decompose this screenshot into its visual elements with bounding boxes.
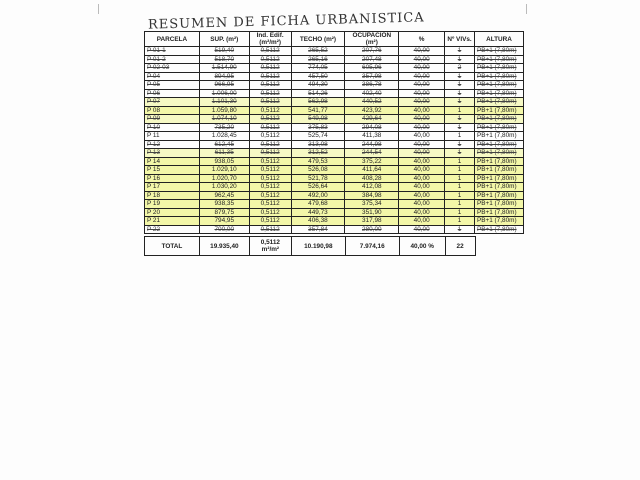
cell-altura: PB+1 (7,80m)	[474, 166, 523, 175]
cell-ind: 0,5112	[249, 149, 291, 158]
cell-altura: PB+1 (7,80m)	[474, 123, 523, 132]
cell-pct: 40,00	[399, 106, 445, 115]
cell-parcela: P 14	[145, 157, 200, 166]
cell-pct: 40,00	[399, 140, 445, 149]
cell-techo: 406,38	[291, 217, 345, 226]
cell-ind: 0,5112	[249, 174, 291, 183]
cell-ind: 0,5112	[249, 123, 291, 132]
cell-sup: 1.514,90	[199, 64, 249, 73]
col-header-viviendas: Nº VIVs.	[445, 32, 475, 47]
totals-empty	[475, 237, 524, 256]
cell-parcela: P 19	[145, 200, 200, 209]
totals-row	[145, 237, 525, 256]
table-row	[145, 64, 524, 73]
cell-ocup: 317,98	[345, 217, 399, 226]
cell-techo: 562,98	[291, 98, 345, 107]
cell-ocup: 207,76	[345, 47, 399, 56]
cell-altura: PB+1 (7,80m)	[474, 98, 523, 107]
cell-techo: 526,08	[291, 166, 345, 175]
cell-altura: PB+1 (7,80m)	[474, 157, 523, 166]
cell-altura: PB+1 (7,80m)	[474, 64, 523, 73]
cell-sup: 879,75	[199, 208, 249, 217]
cell-pct: 40,00	[399, 72, 445, 81]
cell-ind: 0,5112	[249, 72, 291, 81]
table-row	[145, 47, 524, 56]
cell-sup: 794,95	[199, 217, 249, 226]
table-row	[145, 183, 524, 192]
cell-pct: 40,00	[399, 208, 445, 217]
cell-sup: 1.030,20	[199, 183, 249, 192]
cell-parcela: P 10	[145, 123, 200, 132]
cell-viv: 1	[445, 140, 475, 149]
cell-pct: 40,00	[399, 89, 445, 98]
cell-viv: 1	[445, 149, 475, 158]
cell-viv: 1	[445, 208, 475, 217]
cell-ocup: 294,08	[345, 123, 399, 132]
cell-pct: 40,00	[399, 123, 445, 132]
cell-sup: 894,95	[199, 72, 249, 81]
cell-ind: 0,5112	[249, 81, 291, 90]
cell-techo: 265,16	[291, 55, 345, 64]
cell-sup: 1.006,00	[199, 89, 249, 98]
cell-techo: 265,52	[291, 47, 345, 56]
cell-ocup: 384,98	[345, 191, 399, 200]
cell-ocup: 440,52	[345, 98, 399, 107]
table-row	[145, 140, 524, 149]
cell-altura: PB+1 (7,80m)	[474, 191, 523, 200]
cell-sup: 519,40	[199, 47, 249, 56]
cell-techo: 312,52	[291, 149, 345, 158]
col-header-pct: %	[399, 32, 445, 47]
cell-viv: 1	[445, 89, 475, 98]
cell-pct: 40,00	[399, 98, 445, 107]
cell-viv: 1	[445, 47, 475, 56]
cell-ind: 0,5112	[249, 166, 291, 175]
cell-parcela: P 12	[145, 140, 200, 149]
cell-ocup: 280,00	[345, 225, 399, 234]
col-header-ind-edif: Ind. Edif. (m²/m²)	[249, 32, 291, 47]
cell-altura: PB+1 (7,80m)	[474, 81, 523, 90]
cell-altura: PB+1 (7,80m)	[474, 217, 523, 226]
cell-pct: 40,00	[399, 81, 445, 90]
cell-parcela: P 06	[145, 89, 200, 98]
cell-pct: 40,00	[399, 183, 445, 192]
cell-sup: 938,05	[199, 157, 249, 166]
cell-altura: PB+1 (7,80m)	[474, 174, 523, 183]
cell-altura: PB+1 (7,80m)	[474, 72, 523, 81]
cell-ind: 0,5112	[249, 200, 291, 209]
cell-altura: PB+1 (7,80m)	[474, 149, 523, 158]
table-row	[145, 72, 524, 81]
totals-ocupacion: 7.974,16	[345, 237, 399, 256]
cell-techo: 357,84	[291, 225, 345, 234]
table-header-row	[145, 32, 524, 47]
cell-pct: 40,00	[399, 115, 445, 124]
cell-altura: PB+1 (7,80m)	[474, 47, 523, 56]
totals-techo: 10.190,98	[291, 237, 345, 256]
cell-techo: 479,53	[291, 157, 345, 166]
cell-parcela: P 01-1	[145, 47, 200, 56]
cell-techo: 449,73	[291, 208, 345, 217]
cell-pct: 40,00	[399, 47, 445, 56]
totals-sup: 19.935,40	[199, 237, 249, 256]
cell-parcela: P 21	[145, 217, 200, 226]
cell-ocup: 412,08	[345, 183, 399, 192]
cell-altura: PB+1 (7,80m)	[474, 183, 523, 192]
cell-pct: 40,00	[399, 200, 445, 209]
cell-sup: 938,35	[199, 200, 249, 209]
cell-ocup: 244,54	[345, 149, 399, 158]
cell-ocup: 357,98	[345, 72, 399, 81]
cell-sup: 1.101,30	[199, 98, 249, 107]
cell-parcela: P 07	[145, 98, 200, 107]
cell-parcela: P 08	[145, 106, 200, 115]
totals-viviendas: 22	[445, 237, 475, 256]
table-row	[145, 98, 524, 107]
cell-viv: 1	[445, 225, 475, 234]
cell-ocup: 375,22	[345, 157, 399, 166]
table-row	[145, 55, 524, 64]
cell-viv: 1	[445, 123, 475, 132]
col-header-techo: TECHO (m²)	[291, 32, 345, 47]
totals-label: TOTAL	[145, 237, 200, 256]
cell-ind: 0,5112	[249, 64, 291, 73]
handwritten-title: RESUMEN DE FICHA URBANISTICA	[147, 10, 425, 33]
cell-sup: 1.020,70	[199, 174, 249, 183]
table-row	[145, 123, 524, 132]
cell-viv: 1	[445, 217, 475, 226]
cell-viv: 1	[445, 72, 475, 81]
cell-altura: PB+1 (7,80m)	[474, 115, 523, 124]
cell-techo: 492,00	[291, 191, 345, 200]
col-header-sup: SUP. (m²)	[199, 32, 249, 47]
cell-ind: 0,5112	[249, 217, 291, 226]
table-row	[145, 81, 524, 90]
cell-pct: 40,00	[399, 157, 445, 166]
cell-parcela: P 20	[145, 208, 200, 217]
cell-pct: 40,00	[399, 191, 445, 200]
cell-ind: 0,5112	[249, 140, 291, 149]
cell-ocup: 351,90	[345, 208, 399, 217]
cell-parcela: P 05	[145, 81, 200, 90]
cell-pct: 40,00	[399, 166, 445, 175]
cell-sup: 962,45	[199, 191, 249, 200]
cell-ocup: 244,98	[345, 140, 399, 149]
cell-viv: 1	[445, 166, 475, 175]
scan-mark-left	[98, 4, 99, 14]
table-row	[145, 106, 524, 115]
cell-parcela: P 01-2	[145, 55, 200, 64]
cell-techo: 549,08	[291, 115, 345, 124]
table-row	[145, 157, 524, 166]
cell-pct: 40,00	[399, 149, 445, 158]
cell-ocup: 411,64	[345, 166, 399, 175]
cell-sup: 518,70	[199, 55, 249, 64]
cell-techo: 514,26	[291, 89, 345, 98]
cell-techo: 525,74	[291, 132, 345, 141]
cell-ocup: 423,92	[345, 106, 399, 115]
cell-viv: 1	[445, 106, 475, 115]
cell-sup: 1.028,45	[199, 132, 249, 141]
totals-pct: 40,00 %	[399, 237, 445, 256]
cell-sup: 735,20	[199, 123, 249, 132]
cell-sup: 1.059,80	[199, 106, 249, 115]
cell-ind: 0,5112	[249, 132, 291, 141]
cell-viv: 1	[445, 115, 475, 124]
cell-techo: 774,05	[291, 64, 345, 73]
cell-sup: 612,45	[199, 140, 249, 149]
cell-ind: 0,5112	[249, 157, 291, 166]
cell-ocup: 207,48	[345, 55, 399, 64]
cell-pct: 40,00	[399, 55, 445, 64]
cell-altura: PB+1 (7,80m)	[474, 106, 523, 115]
cell-parcela: P 13	[145, 149, 200, 158]
cell-parcela: P 22	[145, 225, 200, 234]
table-row	[145, 149, 524, 158]
scan-mark-right	[526, 4, 527, 14]
table-row	[145, 115, 524, 124]
cell-viv: 1	[445, 55, 475, 64]
table-row	[145, 166, 524, 175]
cell-parcela: P 16	[145, 174, 200, 183]
cell-viv: 1	[445, 98, 475, 107]
cell-pct: 40,00	[399, 217, 445, 226]
cell-viv: 1	[445, 191, 475, 200]
cell-ocup: 411,38	[345, 132, 399, 141]
cell-techo: 541,77	[291, 106, 345, 115]
cell-parcela: P 02-03	[145, 64, 200, 73]
cell-ind: 0,5112	[249, 225, 291, 234]
cell-techo: 375,83	[291, 123, 345, 132]
cell-altura: PB+1 (7,80m)	[474, 132, 523, 141]
cell-parcela: P 18	[145, 191, 200, 200]
cell-ind: 0,5112	[249, 106, 291, 115]
table-row	[145, 208, 524, 217]
col-header-parcela: PARCELA	[145, 32, 200, 47]
cell-viv: 1	[445, 174, 475, 183]
cell-ind: 0,5112	[249, 115, 291, 124]
cell-parcela: P 09	[145, 115, 200, 124]
cell-sup: 966,95	[199, 81, 249, 90]
cell-ocup: 402,40	[345, 89, 399, 98]
cell-ocup: 429,64	[345, 115, 399, 124]
cell-viv: 1	[445, 200, 475, 209]
cell-ocup: 605,96	[345, 64, 399, 73]
cell-pct: 40,00	[399, 132, 445, 141]
cell-ind: 0,5112	[249, 55, 291, 64]
cell-parcela: P 15	[145, 166, 200, 175]
cell-altura: PB+1 (7,80m)	[474, 89, 523, 98]
cell-ind: 0,5112	[249, 89, 291, 98]
cell-pct: 40,00	[399, 174, 445, 183]
cell-altura: PB+1 (7,80m)	[474, 200, 523, 209]
cell-viv: 1	[445, 183, 475, 192]
cell-sup: 1.029,10	[199, 166, 249, 175]
cell-techo: 313,08	[291, 140, 345, 149]
cell-parcela: P 17	[145, 183, 200, 192]
cell-techo: 494,30	[291, 81, 345, 90]
cell-ocup: 386,78	[345, 81, 399, 90]
cell-ind: 0,5112	[249, 98, 291, 107]
urban-summary-table	[144, 31, 524, 234]
cell-ind: 0,5112	[249, 191, 291, 200]
table-row	[145, 191, 524, 200]
table-row	[145, 174, 524, 183]
cell-viv: 2	[445, 64, 475, 73]
cell-parcela: P 11	[145, 132, 200, 141]
cell-altura: PB+1 (7,80m)	[474, 55, 523, 64]
cell-pct: 40,00	[399, 225, 445, 234]
cell-altura: PB+1 (7,80m)	[474, 225, 523, 234]
cell-viv: 1	[445, 81, 475, 90]
cell-ind: 0,5112	[249, 47, 291, 56]
cell-viv: 1	[445, 157, 475, 166]
cell-parcela: P 04	[145, 72, 200, 81]
totals-ind-edif: 0,5112 m²/m²	[249, 237, 291, 256]
cell-sup: 1.074,10	[199, 115, 249, 124]
cell-sup: 700,00	[199, 225, 249, 234]
col-header-ocupacion: OCUPACIÓN (m²)	[345, 32, 399, 47]
cell-altura: PB+1 (7,80m)	[474, 140, 523, 149]
table-row	[145, 217, 524, 226]
table-row	[145, 132, 524, 141]
totals-table	[144, 236, 524, 256]
cell-ind: 0,5112	[249, 208, 291, 217]
table-row	[145, 89, 524, 98]
cell-pct: 40,00	[399, 64, 445, 73]
cell-techo: 521,78	[291, 174, 345, 183]
cell-sup: 611,35	[199, 149, 249, 158]
cell-techo: 526,64	[291, 183, 345, 192]
table-row	[145, 200, 524, 209]
cell-viv: 1	[445, 132, 475, 141]
col-header-altura: ALTURA	[474, 32, 523, 47]
cell-techo: 457,50	[291, 72, 345, 81]
cell-ind: 0,5112	[249, 183, 291, 192]
cell-techo: 479,68	[291, 200, 345, 209]
cell-ocup: 408,28	[345, 174, 399, 183]
cell-ocup: 375,34	[345, 200, 399, 209]
table-row	[145, 225, 524, 234]
cell-altura: PB+1 (7,80m)	[474, 208, 523, 217]
